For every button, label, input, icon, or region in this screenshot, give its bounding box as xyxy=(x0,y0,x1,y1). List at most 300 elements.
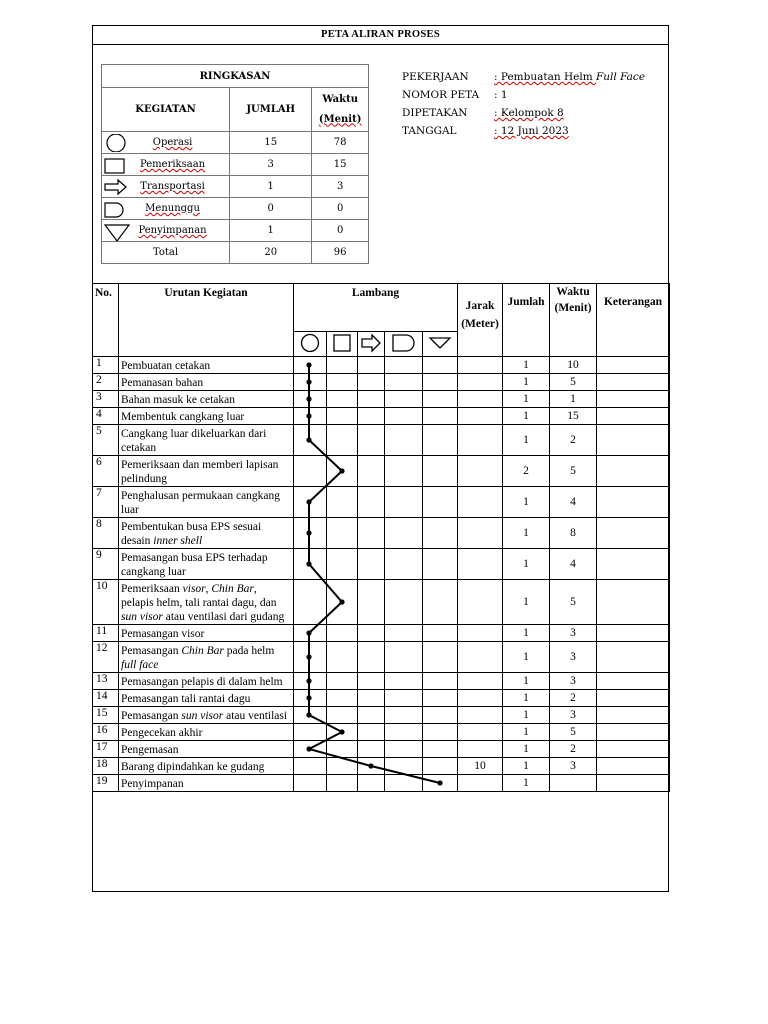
table-row xyxy=(93,456,670,487)
info-dipetakan-label: DIPETAKAN xyxy=(402,107,468,119)
summary-waktu: 3 xyxy=(312,176,369,198)
row-waktu: 2 xyxy=(550,425,597,456)
row-jarak xyxy=(458,357,503,374)
row-symbol-cell xyxy=(423,408,458,425)
row-number: 1 xyxy=(93,357,119,374)
summary-activity-label: Operasi xyxy=(152,137,193,148)
row-symbol-cell xyxy=(294,374,327,391)
row-activity: Pemasangan visor xyxy=(119,625,294,642)
summary-col-kegiatan: KEGIATAN xyxy=(102,88,230,132)
summary-col-waktu-unit: (Menit) xyxy=(318,113,362,125)
row-jumlah: 1 xyxy=(503,707,550,724)
row-number: 6 xyxy=(93,456,119,487)
row-activity: Cangkang luar dikeluarkan dari cetakan xyxy=(119,425,294,456)
row-jarak xyxy=(458,487,503,518)
square-icon xyxy=(104,156,126,177)
row-symbol-cell xyxy=(327,391,358,408)
row-symbol-cell xyxy=(358,642,385,673)
symbol-menunggu xyxy=(385,332,423,357)
row-jarak xyxy=(458,673,503,690)
row-symbol-cell xyxy=(385,549,423,580)
table-row xyxy=(93,724,670,741)
summary-activity xyxy=(102,198,230,220)
page-title: PETA ALIRAN PROSES xyxy=(93,26,668,45)
row-jumlah: 1 xyxy=(503,741,550,758)
row-activity: Penghalusan permukaan cangkang luar xyxy=(119,487,294,518)
row-symbol-cell xyxy=(423,707,458,724)
row-symbol-cell xyxy=(294,487,327,518)
row-symbol-cell xyxy=(358,724,385,741)
row-number: 2 xyxy=(93,374,119,391)
row-jumlah: 1 xyxy=(503,357,550,374)
table-row xyxy=(93,625,670,642)
row-jumlah: 1 xyxy=(503,391,550,408)
table-row xyxy=(93,741,670,758)
summary-jumlah: 1 xyxy=(230,220,312,242)
row-symbol-cell xyxy=(327,456,358,487)
row-symbol-cell xyxy=(358,580,385,625)
summary-waktu: 0 xyxy=(312,220,369,242)
row-symbol-cell xyxy=(358,456,385,487)
triangle-down-icon xyxy=(428,333,452,353)
row-waktu: 5 xyxy=(550,580,597,625)
row-symbol-cell xyxy=(358,374,385,391)
row-activity: Pembentukan busa EPS sesuai desain inner shell xyxy=(119,518,294,549)
row-symbol-cell xyxy=(423,391,458,408)
row-number: 12 xyxy=(93,642,119,673)
row-jarak xyxy=(458,549,503,580)
summary-activity-label: Transportasi xyxy=(140,181,205,192)
row-symbol-cell xyxy=(358,487,385,518)
info-pekerjaan xyxy=(402,68,645,86)
row-number: 8 xyxy=(93,518,119,549)
row-jumlah: 1 xyxy=(503,625,550,642)
row-jarak xyxy=(458,518,503,549)
row-number: 13 xyxy=(93,673,119,690)
row-number: 9 xyxy=(93,549,119,580)
row-symbol-cell xyxy=(423,518,458,549)
row-symbol-cell xyxy=(327,673,358,690)
row-jarak xyxy=(458,724,503,741)
summary-col-waktu xyxy=(312,88,369,132)
row-number: 11 xyxy=(93,625,119,642)
table-row xyxy=(93,391,670,408)
row-keterangan xyxy=(597,707,670,724)
row-jarak xyxy=(458,425,503,456)
chart-info xyxy=(402,68,645,140)
row-jarak xyxy=(458,456,503,487)
row-jarak xyxy=(458,741,503,758)
row-keterangan xyxy=(597,690,670,707)
col-waktu-unit: (Menit) xyxy=(554,302,592,314)
info-dipetakan-value: : Kelompok 8 xyxy=(494,107,564,119)
info-nomor xyxy=(402,86,645,104)
row-number: 17 xyxy=(93,741,119,758)
row-symbol-cell xyxy=(385,425,423,456)
row-symbol-cell xyxy=(358,775,385,792)
info-dipetakan xyxy=(402,104,645,122)
row-waktu: 2 xyxy=(550,690,597,707)
row-keterangan xyxy=(597,642,670,673)
table-row xyxy=(93,707,670,724)
summary-activity xyxy=(102,154,230,176)
row-jarak: 10 xyxy=(458,758,503,775)
row-activity: Pemasangan Chin Bar pada helm full face xyxy=(119,642,294,673)
row-waktu: 5 xyxy=(550,456,597,487)
row-symbol-cell xyxy=(385,775,423,792)
summary-jumlah: 3 xyxy=(230,154,312,176)
col-lambang: Lambang xyxy=(294,284,458,332)
row-symbol-cell xyxy=(327,408,358,425)
summary-waktu: 78 xyxy=(312,132,369,154)
row-jumlah: 2 xyxy=(503,456,550,487)
summary-col-jumlah: JUMLAH xyxy=(230,88,312,132)
row-symbol-cell xyxy=(327,758,358,775)
col-urutan: Urutan Kegiatan xyxy=(119,284,294,357)
col-no: No. xyxy=(93,284,119,357)
row-symbol-cell xyxy=(294,690,327,707)
row-symbol-cell xyxy=(327,690,358,707)
row-keterangan xyxy=(597,741,670,758)
row-symbol-cell xyxy=(327,518,358,549)
row-symbol-cell xyxy=(423,580,458,625)
row-symbol-cell xyxy=(358,357,385,374)
row-jumlah: 1 xyxy=(503,425,550,456)
summary-row xyxy=(102,176,369,198)
row-symbol-cell xyxy=(358,758,385,775)
row-keterangan xyxy=(597,724,670,741)
summary-activity xyxy=(102,176,230,198)
row-jumlah: 1 xyxy=(503,408,550,425)
row-jumlah: 1 xyxy=(503,580,550,625)
row-keterangan xyxy=(597,775,670,792)
row-waktu: 4 xyxy=(550,549,597,580)
summary-col-waktu-label: Waktu xyxy=(322,93,358,105)
row-symbol-cell xyxy=(423,775,458,792)
info-tanggal-label: TANGGAL xyxy=(402,125,457,137)
row-activity: Pengemasan xyxy=(119,741,294,758)
row-symbol-cell xyxy=(294,741,327,758)
row-symbol-cell xyxy=(423,625,458,642)
row-symbol-cell xyxy=(423,741,458,758)
row-symbol-cell xyxy=(385,625,423,642)
row-number: 5 xyxy=(93,425,119,456)
summary-activity xyxy=(102,132,230,154)
triangle-down-icon xyxy=(104,222,130,245)
row-symbol-cell xyxy=(327,374,358,391)
row-activity: Barang dipindahkan ke gudang xyxy=(119,758,294,775)
row-symbol-cell xyxy=(327,775,358,792)
row-symbol-cell xyxy=(327,642,358,673)
table-row xyxy=(93,690,670,707)
row-jumlah: 1 xyxy=(503,690,550,707)
table-row xyxy=(93,518,670,549)
row-symbol-cell xyxy=(358,690,385,707)
row-symbol-cell xyxy=(385,642,423,673)
row-waktu: 2 xyxy=(550,741,597,758)
row-activity: Bahan masuk ke cetakan xyxy=(119,391,294,408)
row-symbol-cell xyxy=(423,487,458,518)
table-row xyxy=(93,758,670,775)
row-jumlah: 1 xyxy=(503,374,550,391)
info-pekerjaan-label: PEKERJAAN xyxy=(402,71,469,83)
row-symbol-cell xyxy=(358,425,385,456)
row-waktu: 8 xyxy=(550,518,597,549)
summary-row xyxy=(102,220,369,242)
table-row xyxy=(93,357,670,374)
row-symbol-cell xyxy=(423,425,458,456)
row-keterangan xyxy=(597,487,670,518)
row-waktu: 3 xyxy=(550,625,597,642)
row-symbol-cell xyxy=(294,391,327,408)
row-symbol-cell xyxy=(294,456,327,487)
row-symbol-cell xyxy=(358,391,385,408)
row-symbol-cell xyxy=(327,707,358,724)
row-symbol-cell xyxy=(294,357,327,374)
summary-title: RINGKASAN xyxy=(102,65,369,88)
row-keterangan xyxy=(597,625,670,642)
row-jumlah: 1 xyxy=(503,518,550,549)
delay-d-icon xyxy=(104,200,128,221)
row-number: 14 xyxy=(93,690,119,707)
info-tanggal xyxy=(402,122,645,140)
table-row xyxy=(93,374,670,391)
row-symbol-cell xyxy=(423,549,458,580)
row-keterangan xyxy=(597,456,670,487)
row-jumlah: 1 xyxy=(503,487,550,518)
row-activity: Membentuk cangkang luar xyxy=(119,408,294,425)
row-activity: Pemanasan bahan xyxy=(119,374,294,391)
summary-activity-label: Menunggu xyxy=(145,203,200,214)
row-symbol-cell xyxy=(385,724,423,741)
row-symbol-cell xyxy=(385,456,423,487)
row-symbol-cell xyxy=(327,357,358,374)
info-pekerjaan-value-italic: Full Face xyxy=(596,71,646,83)
circle-icon xyxy=(104,134,128,155)
row-symbol-cell xyxy=(358,625,385,642)
row-number: 3 xyxy=(93,391,119,408)
summary-jumlah: 15 xyxy=(230,132,312,154)
square-icon xyxy=(332,333,352,353)
summary-table xyxy=(101,64,369,264)
row-number: 15 xyxy=(93,707,119,724)
row-symbol-cell xyxy=(385,391,423,408)
row-waktu: 5 xyxy=(550,724,597,741)
row-symbol-cell xyxy=(294,580,327,625)
row-symbol-cell xyxy=(294,549,327,580)
row-symbol-cell xyxy=(385,690,423,707)
row-keterangan xyxy=(597,518,670,549)
row-jarak xyxy=(458,391,503,408)
process-table xyxy=(92,283,670,792)
row-keterangan xyxy=(597,374,670,391)
row-symbol-cell xyxy=(385,707,423,724)
col-waktu xyxy=(550,284,597,357)
row-symbol-cell xyxy=(423,758,458,775)
summary-total-label: Total xyxy=(102,242,230,264)
row-jarak xyxy=(458,707,503,724)
row-symbol-cell xyxy=(358,707,385,724)
col-jumlah: Jumlah xyxy=(503,284,550,357)
row-symbol-cell xyxy=(327,549,358,580)
summary-total-jumlah: 20 xyxy=(230,242,312,264)
row-jarak xyxy=(458,625,503,642)
row-symbol-cell xyxy=(294,408,327,425)
row-symbol-cell xyxy=(294,642,327,673)
row-symbol-cell xyxy=(327,724,358,741)
row-waktu: 3 xyxy=(550,673,597,690)
summary-jumlah: 1 xyxy=(230,176,312,198)
row-activity: Pemasangan busa EPS terhadap cangkang luar xyxy=(119,549,294,580)
row-activity: Pemeriksaan dan memberi lapisan pelindung xyxy=(119,456,294,487)
row-symbol-cell xyxy=(294,673,327,690)
row-activity: Pembuatan cetakan xyxy=(119,357,294,374)
table-row xyxy=(93,549,670,580)
row-jumlah: 1 xyxy=(503,724,550,741)
row-waktu: 3 xyxy=(550,642,597,673)
row-symbol-cell xyxy=(385,580,423,625)
symbol-pemeriksaan xyxy=(327,332,358,357)
symbol-operasi xyxy=(294,332,327,357)
row-symbol-cell xyxy=(358,518,385,549)
row-keterangan xyxy=(597,758,670,775)
arrow-right-icon xyxy=(104,178,128,199)
row-jumlah: 1 xyxy=(503,673,550,690)
row-keterangan xyxy=(597,408,670,425)
row-jumlah: 1 xyxy=(503,775,550,792)
row-activity: Pemasangan sun visor atau ventilasi xyxy=(119,707,294,724)
table-row xyxy=(93,775,670,792)
table-row xyxy=(93,580,670,625)
row-symbol-cell xyxy=(385,487,423,518)
col-keterangan: Keterangan xyxy=(597,284,670,357)
row-symbol-cell xyxy=(385,758,423,775)
row-symbol-cell xyxy=(423,642,458,673)
info-nomor-value: : 1 xyxy=(494,89,508,101)
row-activity: Pengecekan akhir xyxy=(119,724,294,741)
row-symbol-cell xyxy=(327,425,358,456)
row-number: 10 xyxy=(93,580,119,625)
circle-icon xyxy=(299,333,321,353)
table-row xyxy=(93,408,670,425)
row-symbol-cell xyxy=(385,741,423,758)
summary-row xyxy=(102,154,369,176)
row-jarak xyxy=(458,642,503,673)
row-symbol-cell xyxy=(423,724,458,741)
row-symbol-cell xyxy=(423,673,458,690)
row-keterangan xyxy=(597,673,670,690)
row-keterangan xyxy=(597,391,670,408)
row-number: 4 xyxy=(93,408,119,425)
col-jarak-unit: (Meter) xyxy=(461,318,499,330)
row-symbol-cell xyxy=(294,625,327,642)
row-symbol-cell xyxy=(423,456,458,487)
row-symbol-cell xyxy=(385,408,423,425)
row-activity: Penyimpanan xyxy=(119,775,294,792)
row-jarak xyxy=(458,690,503,707)
delay-d-icon xyxy=(390,333,418,353)
row-jumlah: 1 xyxy=(503,758,550,775)
summary-jumlah: 0 xyxy=(230,198,312,220)
row-symbol-cell xyxy=(423,374,458,391)
col-jarak-label: Jarak xyxy=(465,300,495,312)
row-jumlah: 1 xyxy=(503,549,550,580)
row-symbol-cell xyxy=(327,741,358,758)
row-activity: Pemasangan tali rantai dagu xyxy=(119,690,294,707)
row-symbol-cell xyxy=(358,741,385,758)
symbol-penyimpanan xyxy=(423,332,458,357)
info-pekerjaan-value: : Pembuatan Helm xyxy=(494,71,596,83)
row-symbol-cell xyxy=(385,374,423,391)
summary-row xyxy=(102,198,369,220)
info-tanggal-value: : 12 Juni 2023 xyxy=(494,125,569,137)
summary-activity-label: Pemeriksaan xyxy=(139,159,206,170)
row-waktu xyxy=(550,775,597,792)
row-waktu: 10 xyxy=(550,357,597,374)
row-number: 19 xyxy=(93,775,119,792)
row-number: 18 xyxy=(93,758,119,775)
row-waktu: 5 xyxy=(550,374,597,391)
summary-row xyxy=(102,132,369,154)
row-jarak xyxy=(458,580,503,625)
row-keterangan xyxy=(597,580,670,625)
row-symbol-cell xyxy=(423,357,458,374)
row-activity: Pemeriksaan visor, Chin Bar, pelapis helm, tali rantai dagu, dan sun visor atau ventilasi dari gudang xyxy=(119,580,294,625)
summary-activity-label: Penyimpanan xyxy=(138,225,207,236)
row-symbol-cell xyxy=(385,357,423,374)
row-symbol-cell xyxy=(327,625,358,642)
row-jumlah: 1 xyxy=(503,642,550,673)
row-jarak xyxy=(458,374,503,391)
row-symbol-cell xyxy=(327,580,358,625)
row-waktu: 1 xyxy=(550,391,597,408)
row-activity: Pemasangan pelapis di dalam helm xyxy=(119,673,294,690)
row-symbol-cell xyxy=(358,673,385,690)
row-keterangan xyxy=(597,357,670,374)
row-waktu: 3 xyxy=(550,758,597,775)
row-jarak xyxy=(458,408,503,425)
symbol-transportasi xyxy=(358,332,385,357)
row-waktu: 3 xyxy=(550,707,597,724)
table-row xyxy=(93,425,670,456)
row-symbol-cell xyxy=(294,707,327,724)
row-number: 7 xyxy=(93,487,119,518)
row-symbol-cell xyxy=(294,724,327,741)
row-symbol-cell xyxy=(423,690,458,707)
row-waktu: 15 xyxy=(550,408,597,425)
row-symbol-cell xyxy=(358,549,385,580)
row-symbol-cell xyxy=(294,758,327,775)
summary-waktu: 0 xyxy=(312,198,369,220)
col-waktu-label: Waktu xyxy=(556,286,590,298)
row-symbol-cell xyxy=(358,408,385,425)
row-symbol-cell xyxy=(294,518,327,549)
row-waktu: 4 xyxy=(550,487,597,518)
summary-total-waktu: 96 xyxy=(312,242,369,264)
row-symbol-cell xyxy=(294,425,327,456)
arrow-right-icon xyxy=(360,333,382,353)
row-keterangan xyxy=(597,425,670,456)
row-symbol-cell xyxy=(294,775,327,792)
row-jarak xyxy=(458,775,503,792)
row-symbol-cell xyxy=(385,518,423,549)
table-row xyxy=(93,487,670,518)
row-number: 16 xyxy=(93,724,119,741)
row-symbol-cell xyxy=(385,673,423,690)
summary-activity xyxy=(102,220,230,242)
summary-waktu: 15 xyxy=(312,154,369,176)
row-symbol-cell xyxy=(327,487,358,518)
